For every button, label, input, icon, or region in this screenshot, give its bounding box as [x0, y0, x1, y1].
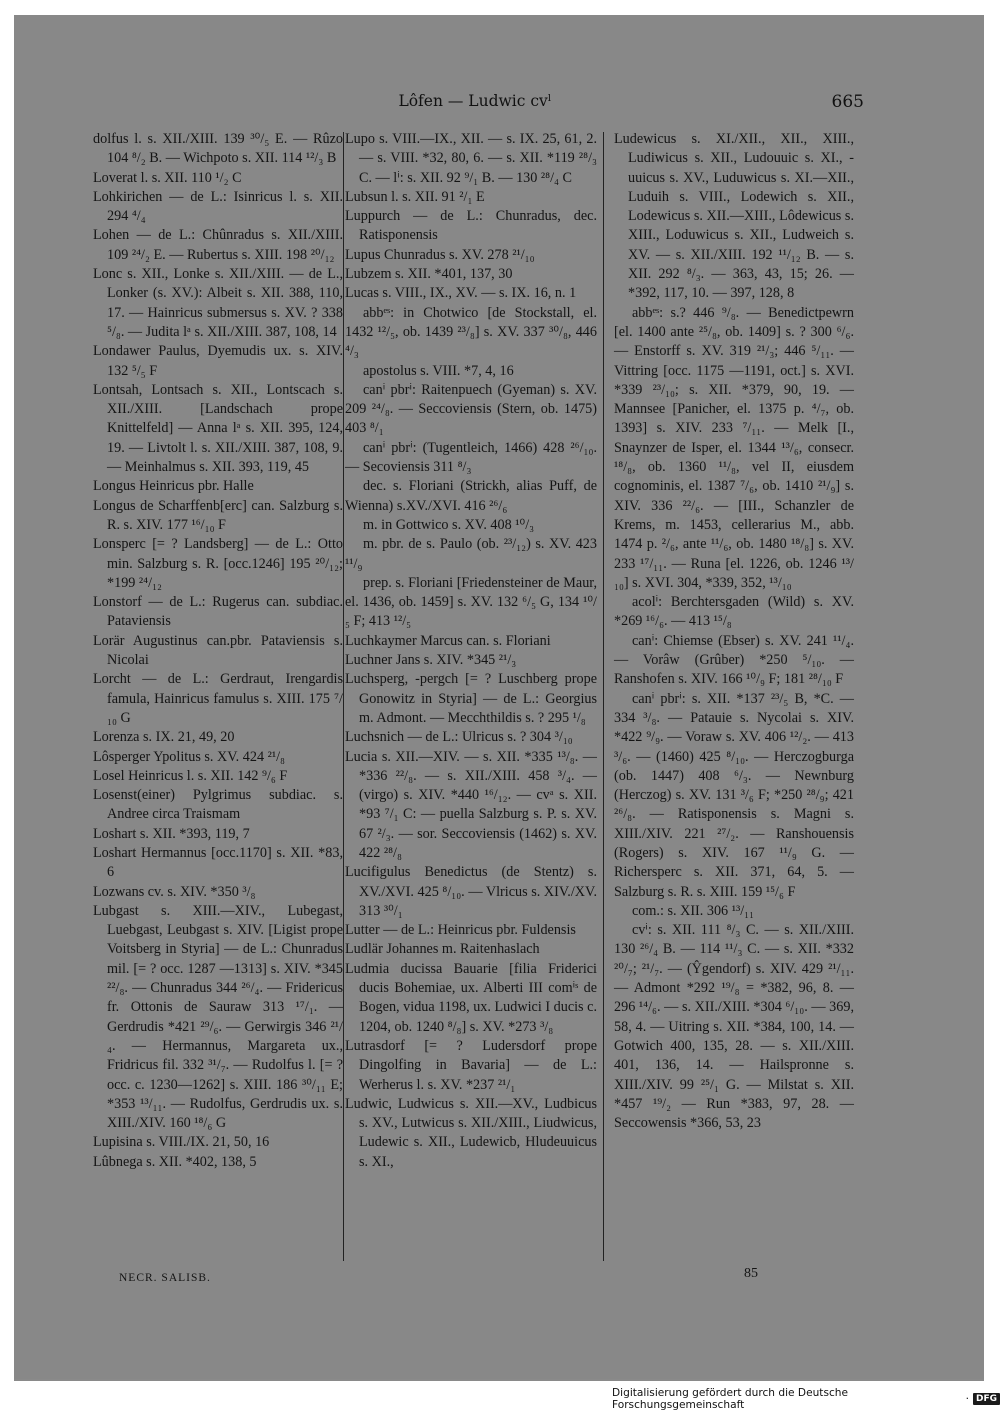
signature-mark: NECR. SALISB.: [119, 1272, 211, 1284]
index-entry: apostolus s. VIII. *7, 4, 16: [363, 362, 514, 379]
index-entry: Lontsah, Lontsach s. XII., Lontscach s. XII./XIII. [Landschach prope Knittelfeld] — Anna lᵃ s. XII. 395, 124, 19. — Livtolt l. s. XII./XIII. 387, 108, 9. — Meinhalmus s. XII. 393, 119, 45: [93, 381, 343, 476]
index-entry: Lorcht — de L.: Gerdraut, Irengardis famula, Hainricus famulus s. XIII. 175 ⁷/₁₀ G: [93, 671, 343, 726]
index-entry: Londawer Paulus, Dyemudis ux. s. XIV. 132 ⁵/₅ F: [93, 343, 343, 379]
index-entry: dolfus l. s. XII./XIII. 139 ³⁰/₅ E. — Rûzo 104 ⁸/₂ B. — Wichpoto s. XII. 114 ¹²/₃ B: [93, 131, 343, 167]
index-entry: prep. s. Floriani [Friedensteiner de Maur, el. 1436, ob. 1459] s. XV. 132 ⁶/₅ G, 134 ¹⁰/₅ F; 413 ¹²/₅: [345, 574, 597, 630]
index-entry: canⁱ pbrⁱ: s. XII. *137 ²³/₅ B, *C. — 334 ³/₈. — Patauie s. Nycolai s. XIV. *422 ⁹/₉. — Voraw s. XV. 406 ¹²/₂. — 413 ³/₆. — (1460) 425 ⁸/₁₀. — Herczogburga (ob. 1447) 408 ⁶/₃. — Newnburg (Herczog) s. XV. 131 ³/₆ F; *250 ²⁸/₉; 421 ²⁶/₈. — Ratisponensis s. Magni s. XIII./XIV. 221 ²⁷/₂. — Ranshouensis (Rogers) s. XIV. 167 ¹¹/₉ G. — Richersperc s. XII. 371, 64, 5. — Salzburg s. R. s. XIII. 159 ¹⁵/₆ F: [614, 690, 854, 900]
index-entry: Luchner Jans s. XIV. *345 ²¹/₃: [345, 652, 517, 669]
index-entry: canⁱ pbrⁱ: (Tugentleich, 1466) 428 ²⁶/₁₀. — Secoviensis 311 ⁸/₃: [345, 439, 597, 476]
index-entry: Losenst(einer) Pylgrimus subdiac. s. Andree circa Traismam: [93, 787, 343, 823]
index-entry: Lupus Chunradus s. XV. 278 ²¹/₁₀: [345, 246, 535, 263]
index-entry: Lorär Augustinus can.pbr. Pataviensis s. Nicolai: [93, 632, 343, 669]
index-entry: Lorenza s. IX. 21, 49, 20: [93, 729, 235, 746]
index-entry: cvⁱ: s. XII. 111 ⁸/₃ C. — s. XII./XIII. 130 ²⁶/₄ B. — 114 ¹¹/₃ C. — s. XII. *332 ²⁰/₇; ²¹/₇. — (Ŷgendorf) s. XIV. 429 ²¹/₁₁. — Admont *292 ¹⁹/₈ = *382, 96, 8. — 296 ¹⁴/₆. — s. XII./XIII. *304 ⁶/₁₀. — 369, 58, 4. — Uitring s. XII. *384, 100, 14. — Gotwich 400, 135, 28. — s. XII./XIII. 401, 136, 14. — Hailspronne s. XIII./XIV. 99 ²⁵/₁ G. — Milstat s. XII. *457 ¹⁹/₂ — Run *383, 97, 28. — Seccowensis *366, 53, 23: [614, 922, 854, 1132]
index-entry: Loverat l. s. XII. 110 ¹/₂ C: [93, 169, 242, 186]
index-entry: Lupisina s. VIII./IX. 21, 50, 16: [93, 1134, 270, 1151]
index-entry: Lubgast s. XIII.—XIV., Lubegast, Luebgast, Leubgast s. XIV. [Ligist prope Voitsberg in Styria] — de L.: Chunradus mil. [= ? occ. 1287 —1313] s. XIV. *345 ²²/₈. — Chunradus 344 ²⁶/₄. — Fridericus fr. Ottonis de Sauraw 313 ¹⁷/₁. — Gerdrudis *421 ²⁹/₆. — Gerwirgis 346 ²¹/₄. — Hermannus, Margareta ux., Fridricus fil. 332 ³¹/₇. — Rudolfus l. [= ? occ. c. 1230—1262] s. XIII. 186 ³⁰/₁₁ E; *353 ¹³/₁₁. — Rudolfus, Gerdrudis ux. s. XIII./XIV. 160 ¹⁸/₆ G: [93, 902, 343, 1132]
index-entry: m. in Gottwico s. XV. 408 ¹⁰/₃: [363, 516, 535, 533]
index-entry: Lutrasdorf [= ? Ludersdorf prope Dingolfing in Bavaria] — de L.: Werherus l. s. XV. *237 ²¹/₁: [345, 1037, 597, 1093]
footer-credit: [612, 1387, 1000, 1411]
index-entry: Lûbnega s. XII. *402, 138, 5: [93, 1153, 257, 1170]
index-entry: m. pbr. de s. Paulo (ob. ²³/₁₂) s. XV. 423 ¹¹/₉: [345, 536, 597, 572]
index-entry: Luchkaymer Marcus can. s. Floriani: [345, 632, 551, 649]
column-right: [614, 130, 854, 1133]
index-entry: Lutter — de L.: Heinricus pbr. Fuldensis: [345, 922, 576, 939]
index-entry: Lucia s. XII.—XIV. — s. XII. *335 ¹³/₈. — *336 ²²/₈. — s. XII./XIII. 458 ³/₄. — (virgo) s. XIV. *440 ¹⁶/₁₂. — cvᵃ s. XII. *93 ⁷/₁ C: — puella Salzburg s. P. s. XV. 67 ²/₃. — sor. Seccoviensis (1462) s. XV. 422 ²⁸/₈: [345, 748, 597, 861]
index-entry: Longus de Scharffenb[erc] can. Salzburg s. R. s. XIV. 177 ¹⁶/₁₀ F: [93, 497, 343, 533]
index-entry: Ludwic, Ludwicus s. XII.—XV., Ludbicus s. XV., Lutwicus s. XII./XIII., Liudwicus, Ludewic s. XII., Ludewicb, Hludeuuicus s. XI.,: [345, 1095, 597, 1170]
index-entry: Ludmia ducissa Bauarie [filia Friderici ducis Bohemiae, ux. Alberti III comⁱˢ de Bogen, vidua 1198, ux. Ludwici I ducis c. 1204, ob. 1240 ⁸/₈] s. XV. *273 ³/₈: [345, 960, 597, 1035]
column-middle: [345, 130, 597, 1172]
index-entry: Lucas s. VIII., IX., XV. — s. IX. 16, n. 1: [345, 285, 577, 302]
page-number: 665: [831, 92, 864, 112]
index-entry: Losel Heinricus l. s. XII. 142 ⁹/₆ F: [93, 767, 288, 784]
frame-bottom-rule: [14, 1379, 984, 1381]
index-entry: com.: s. XII. 306 ¹³/₁₁: [632, 902, 755, 919]
index-entry: Lonsperc [= ? Landsberg] — de L.: Otto min. Salzburg s. R. [occ.1246] 195 ²⁰/₁₂; *199 ²⁴/₁₂: [93, 536, 343, 591]
column-left: [93, 130, 343, 1172]
index-entry: dec. s. Floriani (Strickh, alias Puff, de Wienna) s.XV./XVI. 416 ²⁶/₆: [345, 478, 597, 514]
index-entry: acolⁱ: Berchtersgaden (Wild) s. XV. *269 ¹⁶/₆. — 413 ¹⁵/₈: [614, 594, 854, 630]
page-header: [94, 92, 864, 114]
index-entry: canⁱ: Chiemse (Ebser) s. XV. 241 ¹¹/₄. — Vorâw (Grûber) *250 ⁵/₁₀. — Ranshofen s. XIV. 166 ¹⁰/₉ F; 181 ²⁸/₁₀ F: [614, 632, 854, 688]
index-entry: Luppurch — de L.: Chunradus, dec. Ratisponensis: [345, 208, 597, 244]
index-entry: Longus Heinricus pbr. Halle: [93, 478, 254, 495]
column-rule-right: [603, 132, 604, 1261]
index-entry: Ludewicus s. XI./XII., XII., XIII., Ludiwicus s. XII., Ludouuic s. XI., -uuicus s. XV., Luduwicus s. XI.—XII., Luduih s. VIII., Lodewich s. XII., Lodewicus s. XII.—XIII., Lôdewicus s. XIII., Loduwicus s. XII., Ludweich s. XV. — s. XII./XIII. 192 ¹¹/₁₂ B. — s. XII. 292 ⁸/₃. — 363, 43, 15; 26. — *392, 117, 10. — 397, 128, 8: [614, 131, 854, 302]
index-entry: Loshart s. XII. *393, 119, 7: [93, 825, 250, 842]
separator-dot: ·: [965, 1393, 969, 1405]
index-entry: Lupo s. VIII.—IX., XII. — s. IX. 25, 61, 2. — s. VIII. *32, 80, 6. — s. XII. *119 ²⁸/₃ C. — lⁱ: s. XII. 92 ⁹/₁ B. — 130 ²⁸/₄ C: [345, 131, 597, 186]
index-entry: Lohkirichen — de L.: Isinricus l. s. XII. 294 ⁴/₄: [93, 188, 343, 225]
index-entry: abbᵉˢ: in Chotwico [de Stockstall, el. 1432 ¹²/₅, ob. 1439 ²³/₈] s. XV. 337 ³⁰/₈, 446 ⁴/₃: [345, 304, 597, 360]
index-entry: Ludlär Johannes m. Raitenhaslach: [345, 941, 540, 958]
column-rule-left: [343, 132, 344, 1261]
index-entry: Lubsun l. s. XII. 91 ²/₁ E: [345, 188, 485, 205]
dfg-logo: DFG: [973, 1393, 1000, 1405]
index-entry: Luchsperg, -pergch [= ? Luschberg prope Gonowitz in Styria] — de L.: Georgius m. Admont. — Mecchthildis s. ? 295 ¹/₈: [345, 671, 597, 726]
footer-credit-text: Digitalisierung gefördert durch die Deutsche Forschungsgemeinschaft: [612, 1387, 849, 1411]
index-entry: Lozwans cv. s. XIV. *350 ³/₈: [93, 883, 256, 900]
index-entry: Lôsperger Ypolitus s. XV. 424 ²¹/₈: [93, 748, 285, 765]
index-entry: Lonstorf — de L.: Rugerus can. subdiac. Pataviensis: [93, 594, 343, 630]
index-entry: Lubzem s. XII. *401, 137, 30: [345, 266, 513, 283]
sheet-number: 85: [744, 1266, 758, 1281]
running-head: Lôfen — Ludwic cvˡ: [398, 92, 552, 110]
index-entry: Luchsnich — de L.: Ulricus s. ? 304 ³/₁₀: [345, 729, 573, 746]
index-entry: Lohen — de L.: Chûnradus s. XII./XIII. 109 ²⁴/₂ E. — Rubertus s. XIII. 198 ²⁰/₁₂: [93, 227, 343, 263]
index-entry: abbᵉˢ: s.? 446 ⁹/₈. — Benedictpewrn [el. 1400 ante ²⁵/₈, ob. 1409] s. ? 300 ⁶/₆. — Enstorff s. XV. 319 ²¹/₃; 446 ⁵/₁₁. — Vittring [occ. 1175 —1191, oct.] s. XVI. *339 ²³/₁₀; s. XII. *379, 90, 19. — Mannsee [Panicher, el. 1375 p. ⁴/₇, ob. 1393] s. XIV. 233 ⁷/₁₁. — Melk [I., Snaynzer de Isper, el. 1344 ¹³/₆, consecr. ¹⁸/₈, ob. 1360 ¹¹/₈, vel II, eiusdem cognominis, el. 1387 ⁷/₆, ob. 1410 ²¹/₉] s. XIV. 336 ²²/₆. — [III., Schanzler de Krems, m. 1453, cellerarius M., abb. 1474 p. ²/₆, ante ¹¹/₆, ob. 1480 ¹⁸/₈] s. XV. 233 ¹⁷/₁₁. — Runa [el. 1226, ob. 1246 ¹³/₁₀] s. XVI. 304, *339, 352, ¹³/₁₀: [614, 304, 854, 591]
index-entry: Lonc s. XII., Lonke s. XII./XIII. — de L., Lonker (s. XV.): Albeit s. XII. 388, 110, 17. — Hainricus submersus s. XV. ? 338 ⁵/₈. — Judita lᵃ s. XII./XIII. 387, 108, 14: [93, 266, 343, 340]
index-entry: canⁱ pbrⁱ: Raitenpuech (Gyeman) s. XV. 209 ²⁴/₈. — Seccoviensis (Stern, ob. 1475) 403 ⁸/₁: [345, 381, 597, 437]
index-entry: Lucifigulus Benedictus (de Stentz) s. XV./XVI. 425 ⁸/₁₀. — Vlricus s. XIV./XV. 313 ³⁰/₁: [345, 864, 597, 919]
index-entry: Loshart Hermannus [occ.1170] s. XII. *83, 6: [93, 844, 343, 881]
